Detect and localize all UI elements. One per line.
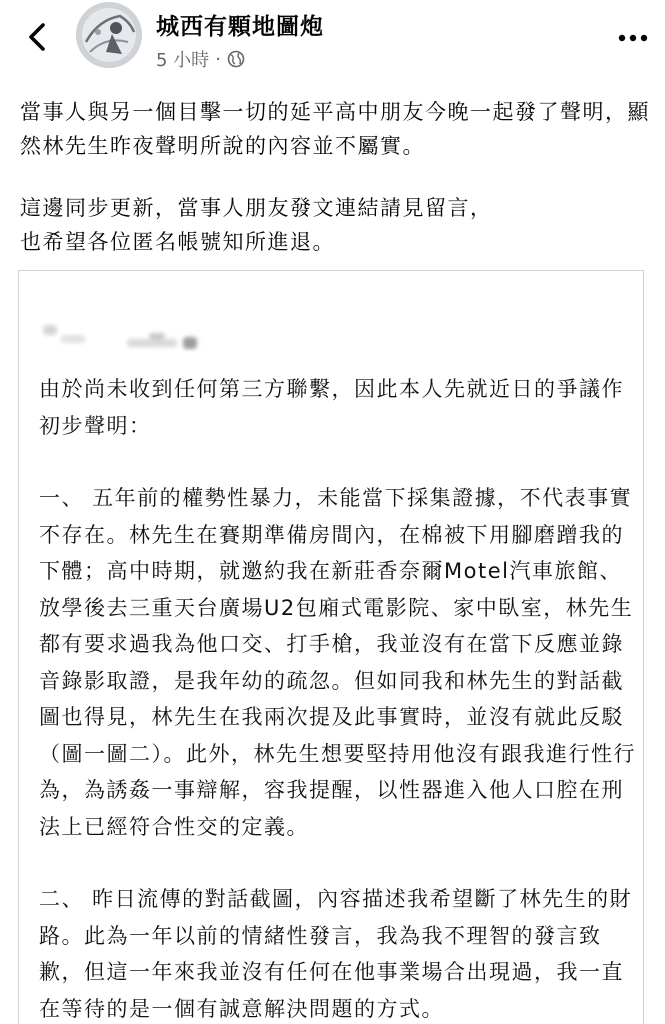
blurred-author-header: [37, 321, 207, 355]
more-options-button[interactable]: [615, 28, 651, 48]
post-meta: [156, 46, 245, 72]
statement-point-2: 二、 昨日流傳的對話截圖，內容描述我希望斷了林先生的財路。此為一年以前的情緒性發言，我為我不理智的發言致歉，但這一年來我並沒有任何在他事業場合出現過，我一直在等待的是一個有誠意解決問題的方式。: [39, 887, 633, 1021]
avatar-image: [76, 2, 142, 68]
statement-text: [39, 371, 639, 1024]
meta-separator: ·: [215, 48, 221, 70]
back-button[interactable]: [22, 20, 52, 54]
page-name[interactable]: 城西有顆地圖炮: [156, 14, 324, 40]
post-timestamp[interactable]: 5 小時: [156, 50, 210, 71]
ellipsis-icon: [618, 34, 648, 42]
avatar[interactable]: [76, 2, 142, 68]
chevron-left-icon: [27, 22, 47, 52]
statement-point-1: 一、 五年前的權勢性暴力，未能當下採集證據，不代表事實不存在。林先生在賽期準備房間內，在棉被下用腳磨蹭我的下體；高中時期，就邀約我在新莊香奈爾Motel汽車旅館、放學後去三重天台廣場U2包廂式電影院、家中臥室，林先生都有要求過我為他口交、打手槍，我並沒有在當下反應並錄音錄影取證，是我年幼的疏忽。但如同我和林先生的對話截圖也得見，林先生在我兩次提及此事實時，並沒有就此反駁（圖一圖二）。此外，林先生想要堅持用他沒有跟我進行性行為，為誘姦一事辯解，容我提醒，以性器進入他人口腔在刑法上已經符合性交的定義。: [39, 486, 636, 839]
post-paragraph: 當事人與另一個目擊一切的延平高中朋友今晚一起發了聲明，顯然林先生昨夜聲明所說的內容並不屬實。: [20, 100, 650, 158]
post-paragraph: 這邊同步更新，當事人朋友發文連結請見留言，: [20, 196, 493, 220]
post-header: [0, 0, 665, 90]
statement-image[interactable]: [18, 270, 644, 1024]
statement-intro: 由於尚未收到任何第三方聯繫，因此本人先就近日的爭議作初步聲明：: [39, 377, 624, 438]
globe-icon: [227, 50, 245, 68]
post-text: [20, 95, 650, 259]
post-paragraph: 也希望各位匿名帳號知所進退。: [20, 230, 335, 254]
